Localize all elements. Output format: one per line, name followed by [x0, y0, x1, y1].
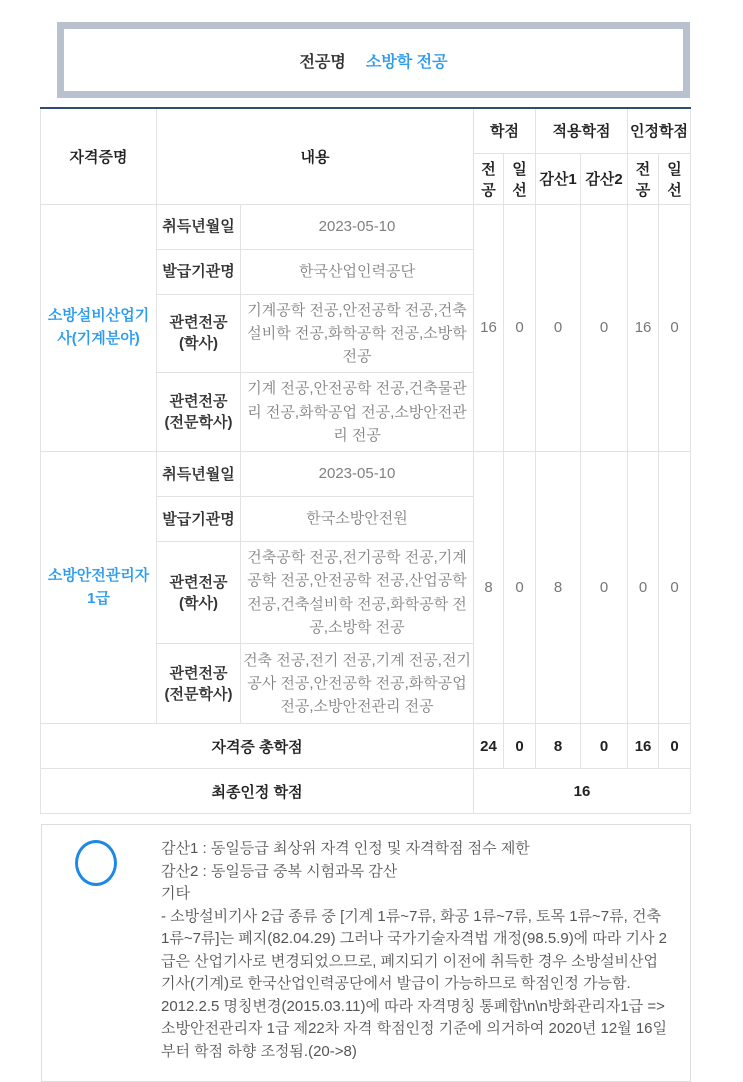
total-credit-major: 24 [474, 724, 504, 769]
note-etc-title: 기타 [161, 885, 190, 902]
header-group-credit: 학점 [474, 108, 536, 153]
row-value: 한국산업인력공단 [241, 249, 474, 294]
header-sub-major1: 전공 [474, 153, 504, 204]
score-credit-major: 16 [474, 204, 504, 452]
final-label: 최종인정 학점 [41, 769, 474, 814]
major-name-label: 전공명 [299, 53, 346, 71]
final-value: 16 [474, 769, 691, 814]
row-value: 건축 전공,전기 전공,기계 전공,전기공사 전공,안전공학 전공,화학공업 전공,소방안전관리 전공 [241, 644, 474, 724]
table-row [41, 452, 691, 497]
major-name-box [57, 22, 690, 98]
row-label: 취득년월일 [157, 452, 241, 497]
row-label: 취득년월일 [157, 204, 241, 249]
total-label: 자격증 총학점 [41, 724, 474, 769]
note-gamsan1: 감산1 : 동일등급 최상위 자격 인정 및 자격학점 점수 제한 [161, 840, 530, 857]
header-content: 내용 [157, 108, 474, 204]
row-value: 2023-05-10 [241, 204, 474, 249]
notes-text [161, 838, 670, 1063]
score-gamsan2: 0 [581, 204, 628, 452]
score-credit-ilseon: 0 [504, 452, 536, 724]
circle-outline-icon [75, 840, 117, 886]
total-gamsan1: 8 [536, 724, 581, 769]
cert-name-link[interactable]: 소방안전관리자 1급 [41, 452, 157, 724]
score-recognized-ilseon: 0 [659, 452, 691, 724]
total-recognized-ilseon: 0 [659, 724, 691, 769]
header-sub-gamsan1: 감산1 [536, 153, 581, 204]
total-gamsan2: 0 [581, 724, 628, 769]
score-credit-major: 8 [474, 452, 504, 724]
major-name-value: 소방학 전공 [365, 53, 448, 71]
score-gamsan1: 0 [536, 204, 581, 452]
score-credit-ilseon: 0 [504, 204, 536, 452]
header-sub-major2: 전공 [628, 153, 659, 204]
notes-panel [41, 824, 691, 1082]
row-label: 관련전공 (학사) [157, 542, 241, 644]
table-row [41, 204, 691, 249]
score-recognized-ilseon: 0 [659, 204, 691, 452]
header-sub-ilseon1: 일선 [504, 153, 536, 204]
row-label: 발급기관명 [157, 497, 241, 542]
score-recognized-major: 16 [628, 204, 659, 452]
row-value: 2023-05-10 [241, 452, 474, 497]
row-label: 관련전공 (학사) [157, 294, 241, 373]
row-label: 관련전공 (전문학사) [157, 644, 241, 724]
score-gamsan1: 8 [536, 452, 581, 724]
header-sub-ilseon2: 일선 [659, 153, 691, 204]
note-etc-body-2: 2012.2.5 명칭변경(2015.03.11)에 따라 자격명칭 통폐합\n\n방화관리자1급 => 소방안전관리자 1급 제22차 자격 학점인정 기준에 의거하여 2020년 12월 16일 부터 학점 하향 조정됨.(20->8) [161, 997, 668, 1060]
row-value: 기계공학 전공,안전공학 전공,건축설비학 전공,화학공학 전공,소방학 전공 [241, 294, 474, 373]
note-gamsan2: 감산2 : 동일등급 중복 시험과목 감산 [161, 862, 398, 880]
final-row [41, 769, 691, 814]
cert-name-link[interactable]: 소방설비산업기사(기계분야) [41, 204, 157, 452]
score-gamsan2: 0 [581, 452, 628, 724]
header-sub-gamsan2: 감산2 [581, 153, 628, 204]
total-row [41, 724, 691, 769]
row-value: 한국소방안전원 [241, 497, 474, 542]
row-value: 기계 전공,안전공학 전공,건축물관리 전공,화학공업 전공,소방안전관리 전공 [241, 373, 474, 452]
header-cert-name: 자격증명 [41, 108, 157, 204]
total-credit-ilseon: 0 [504, 724, 536, 769]
header-group-recognized: 인정학점 [628, 108, 691, 153]
row-value: 건축공학 전공,전기공학 전공,기계공학 전공,안전공학 전공,산업공학 전공,건축설비학 전공,화학공학 전공,소방학 전공 [241, 542, 474, 644]
row-label: 발급기관명 [157, 249, 241, 294]
credit-table [40, 107, 691, 814]
score-recognized-major: 0 [628, 452, 659, 724]
header-group-applied: 적용학점 [536, 108, 628, 153]
row-label: 관련전공 (전문학사) [157, 373, 241, 452]
total-recognized-major: 16 [628, 724, 659, 769]
note-etc-body-1: - 소방설비기사 2급 종류 중 [기계 1류~7류, 화공 1류~7류, 토목 1류~7류, 건축 1류~7류]는 폐지(82.04.29) 그러나 국가기술자격법 개정(98.5.9)에 따라 기사 2급은 산업기사로 변경되었으므로, 폐지되기 이전에 취득한 경우 소방설비산업기사(기계)로 한국산업인력공단에서 발급이 가능하므로 학점인정 가능함. [161, 907, 667, 992]
